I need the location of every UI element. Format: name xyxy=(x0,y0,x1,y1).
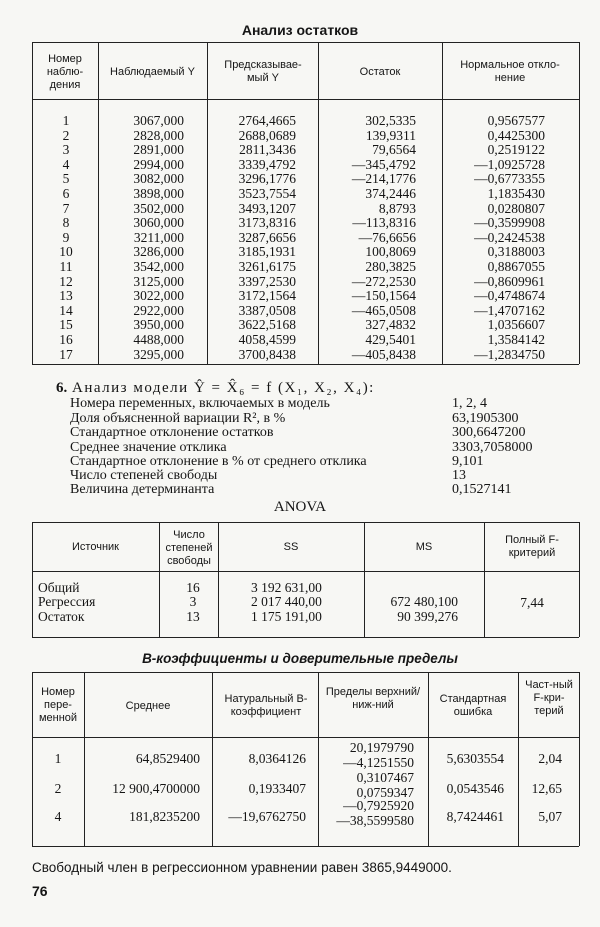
coef-cell-lower: —38,5599580 xyxy=(336,813,414,828)
coef-cell-mean: 64,8529400 xyxy=(135,751,200,766)
coef-cell-number: 1 xyxy=(54,751,62,766)
residuals-col-predicted: 2764,4665 2688,0689 2811,3436 3339,4792 3296,1776 3523,7554 3493,1207 3173,8316 3287,6656 3185,1931 3261,6175 3397,2530 3172,1564 3387,0508 3622,5168 4058,4599 3700,8438 xyxy=(238,113,296,362)
coef-cell-f: 5,07 xyxy=(538,809,562,824)
model-param-value: 13 xyxy=(452,468,466,483)
model-param-label: Доля объясненной вариации R², в % xyxy=(70,411,286,426)
anova-header-ms: MS xyxy=(415,541,433,553)
coef-header-se: Стандартная ошибка xyxy=(439,693,507,718)
residuals-col-number: 1 2 3 4 5 6 7 8 9 10 11 12 13 14 15 16 17 xyxy=(59,113,73,362)
anova-header-f: Полный F-критерий xyxy=(505,534,559,559)
anova-title: ANOVA xyxy=(273,499,327,515)
anova-f-value: 7,44 xyxy=(520,595,544,610)
residuals-col-residual: 302,5335 139,9311 79,6564 —345,4792 —214,1776 374,2446 8,8793 —113,8316 —76,6656 100,8069 280,3825 —272,2530 —150,1564 —465,0508 327,4832 429,5401 —405,8438 xyxy=(351,113,416,362)
coef-header-b: Натуральный B-коэффициент xyxy=(224,693,308,718)
coef-cell-upper: —0,7925920 xyxy=(343,798,414,813)
model-param-value: 1, 2, 4 xyxy=(452,396,487,411)
coef-title: B-коэффициенты и доверительные пределы xyxy=(142,651,458,666)
model-param-value: 300,6647200 xyxy=(452,425,526,440)
coef-cell-f: 12,65 xyxy=(531,781,562,796)
anova-col-ss: 3 192 631,00 2 017 440,00 1 175 191,00 xyxy=(251,580,322,624)
coef-cell-b: 0,1933407 xyxy=(248,781,306,796)
anova-col-source: Общий Регрессия Остаток xyxy=(38,580,96,624)
page-number: 76 xyxy=(32,883,48,899)
model-param-label: Стандартное отклонение в % от среднего отклика xyxy=(70,454,367,469)
coef-cell-mean: 12 900,4700000 xyxy=(112,781,200,796)
coef-cell-lower: 0,0759347 xyxy=(356,785,414,800)
coef-header-f: Част-ный F-кри-терий xyxy=(525,679,573,717)
model-param-label: Стандартное отклонение остатков xyxy=(70,425,274,440)
model-title: Анализ модели Ŷ = X̂₆ = f (X₁, X₂, X₄): xyxy=(72,380,375,396)
coef-cell-number: 2 xyxy=(54,781,62,796)
footer-text: Свободный член в регрессионном уравнении равен 3865,9449000. xyxy=(32,860,452,875)
residuals-col-observed: 3067,000 2828,000 2891,000 2994,000 3082,000 3898,000 3502,000 3060,000 3211,000 3286,000 3542,000 3125,000 3022,000 2922,000 3950,000 4488,000 3295,000 xyxy=(133,113,184,362)
anova-col-df: 16 3 13 xyxy=(186,580,200,624)
coef-cell-se: 8,7424461 xyxy=(446,809,504,824)
model-param-label: Величина детерминанта xyxy=(70,482,215,497)
coef-cell-number: 4 xyxy=(54,809,62,824)
anova-header-source: Источник xyxy=(72,541,119,553)
model-param-value: 3303,7058000 xyxy=(452,440,533,455)
residuals-title: Анализ остатков xyxy=(241,22,359,38)
residuals-col-normdev: 0,9567577 0,4425300 0,2519122 —1,0925728 —0,6773355 1,1835430 0,0280807 —0,3599908 —0,2424538 0,3188003 0,8867055 —0,8609961 —0,4748674 —1,4707162 1,0356607 1,3584142 —1,2834750 xyxy=(474,113,545,362)
model-param-label: Среднее значение отклика xyxy=(70,440,227,455)
coef-cell-mean: 181,8235200 xyxy=(129,809,200,824)
model-param-value: 9,101 xyxy=(452,454,484,469)
model-param-label: Номера переменных, включаемых в модель xyxy=(70,396,330,411)
coef-cell-se: 0,0543546 xyxy=(446,781,504,796)
residuals-header-residual: Остаток xyxy=(359,66,401,78)
coef-cell-upper: 20,1979790 xyxy=(349,740,414,755)
coef-cell-b: 8,0364126 xyxy=(248,751,306,766)
anova-header-ss: SS xyxy=(283,541,299,553)
coef-cell-lower: —4,1251550 xyxy=(343,755,414,770)
model-param-value: 63,1905300 xyxy=(452,411,519,426)
coef-header-mean: Среднее xyxy=(125,700,171,712)
coef-header-limits: Пределы верхний/ниж-ний xyxy=(325,686,421,711)
anova-col-ms: 672 480,100 90 399,276 xyxy=(390,594,458,624)
model-param-value: 0,1527141 xyxy=(452,482,512,497)
residuals-header-number: Номер наблю-дения xyxy=(46,53,84,91)
residuals-header-observed: Наблюдаемый Y xyxy=(110,66,195,78)
coef-cell-f: 2,04 xyxy=(538,751,562,766)
coef-cell-b: —19,6762750 xyxy=(228,809,306,824)
coef-cell-upper: 0,3107467 xyxy=(356,770,414,785)
coef-header-number: Номер пере-менной xyxy=(38,686,78,724)
model-param-label: Число степеней свободы xyxy=(70,468,218,483)
model-number: 6. xyxy=(56,380,68,396)
residuals-header-normdev: Нормальное откло-нение xyxy=(460,59,560,84)
coef-cell-se: 5,6303554 xyxy=(446,751,504,766)
residuals-header-predicted: Предсказывае-мый Y xyxy=(224,59,302,84)
anova-header-df: Число степеней свободы xyxy=(165,529,213,567)
